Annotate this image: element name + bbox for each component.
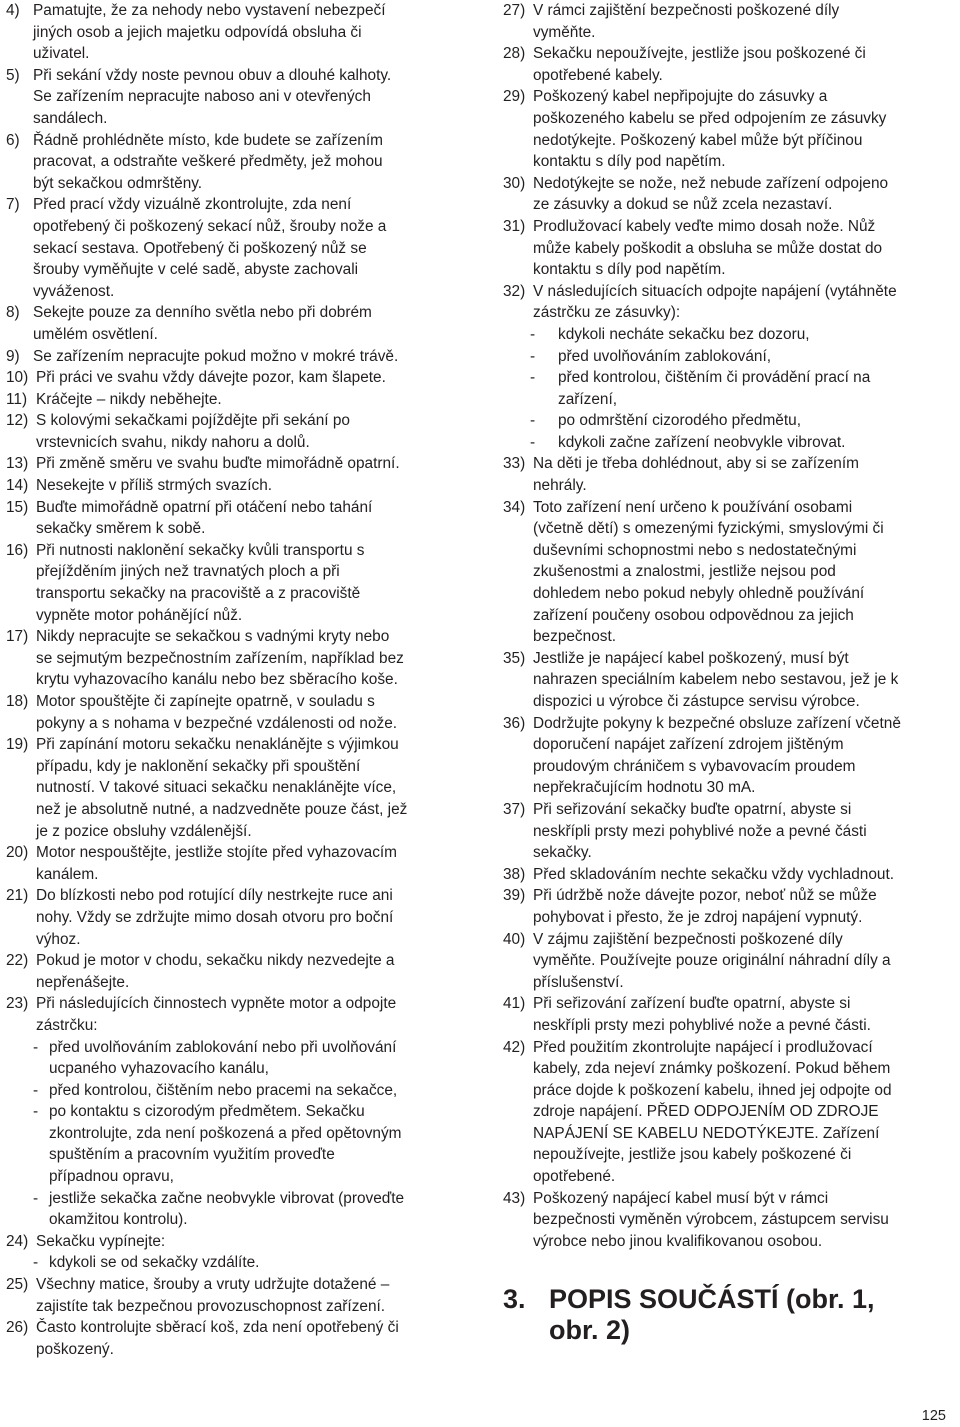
item-text-line: nepřenášejte. xyxy=(36,973,130,991)
section-title-line: obr. 2) xyxy=(549,1315,631,1345)
item-text-line: příslušenství. xyxy=(533,973,624,991)
item-text-line: nedotýkejte. Poškozený kabel může být příčinou xyxy=(533,131,863,149)
sub-item xyxy=(6,1101,458,1187)
right-column xyxy=(503,0,958,1252)
item-text-line: Jestliže je napájecí kabel poškozený, musí být xyxy=(533,649,849,667)
item-text-line: vypněte motor pohánějící nůž. xyxy=(36,606,243,624)
item-text-line: zdroje napájení. PŘED ODPOJENÍM OD ZDROJE xyxy=(533,1103,879,1121)
item-text-line: vrstevnicích svahu, nikdy nahoru a dolů. xyxy=(36,433,310,451)
item-text-line: (včetně dětí) s omezenými fyzickými, smyslovými či xyxy=(533,520,884,538)
item-text-line: jiných osob a jejich majetku odpovídá obsluha či xyxy=(33,23,362,41)
item-text-line: nahrazen speciálním kabelem nebo sestavou, jež je k xyxy=(533,671,899,689)
item-text-line: Při sekání vždy noste pevnou obuv a dlouhé kalhoty. xyxy=(33,66,392,84)
item-text-line: nepoužívejte, jestliže jsou kabely poškozené či xyxy=(533,1146,852,1164)
item-text-line: Se zařízením nepracujte naboso ani v otevřených xyxy=(33,88,371,106)
item-number: 11) xyxy=(6,390,28,408)
list-item xyxy=(6,194,458,302)
sub-item-text-line: před kontrolou, čištěním nebo pracemi na sekačce, xyxy=(49,1081,398,1099)
item-text-line: Často kontrolujte sběrací koš, zda není opotřebený či xyxy=(36,1319,399,1337)
item-text-line: případu, kdy je naklonění sekačky při spouštění xyxy=(36,757,361,775)
item-text-line: nohy. Vždy se zdržujte mimo dosah otvoru pro boční xyxy=(36,908,394,926)
list-item xyxy=(6,346,458,368)
item-text-line: sekačky směrem k sobě. xyxy=(36,520,206,538)
item-text-line: duševními schopnostmi nebo s nedostatečnými xyxy=(533,541,857,559)
item-number: 31) xyxy=(503,217,526,235)
item-text-line: vyměňte. xyxy=(533,23,596,41)
dash-bullet: - xyxy=(530,325,536,343)
list-item xyxy=(503,281,958,324)
item-text-line: sekačky. xyxy=(533,844,592,862)
dash-bullet: - xyxy=(530,433,536,451)
item-text-line: bezpečnosti vyměněn výrobcem, zástupcem servisu xyxy=(533,1211,889,1229)
item-number: 39) xyxy=(503,887,526,905)
item-number: 36) xyxy=(503,714,526,732)
item-text-line: než je absolutně nutné, a nadzvedněte pouze část, jež xyxy=(36,800,408,818)
left-column xyxy=(6,0,458,1360)
list-item xyxy=(503,929,958,994)
item-text-line: vyváženost. xyxy=(33,282,115,300)
item-number: 37) xyxy=(503,800,526,818)
section-number: 3. xyxy=(503,1284,526,1314)
item-text-line: doporučení napájet zařízení zdrojem jištěným xyxy=(533,736,844,754)
item-number: 15) xyxy=(6,498,29,516)
item-text-line: Před prací vždy vizuálně zkontrolujte, zda není xyxy=(33,196,352,214)
item-text-line: Při nutnosti naklonění sekačky kvůli transportu s xyxy=(36,541,365,559)
item-number: 14) xyxy=(6,477,29,495)
sub-item xyxy=(503,432,958,454)
sub-item xyxy=(6,1188,458,1231)
list-item xyxy=(503,648,958,713)
item-text-line: nepřekračujícím hodnotu 30 mA. xyxy=(533,779,756,797)
item-number: 33) xyxy=(503,455,526,473)
list-item xyxy=(503,0,958,43)
item-text-line: krytu vyhazovacího kanálu nebo bez sběracího koše. xyxy=(36,671,398,689)
item-text-line: Poškozený napájecí kabel musí být v rámci xyxy=(533,1189,829,1207)
list-item xyxy=(6,626,458,691)
item-text-line: dohledem nebo pokud nebyly ohledně používání xyxy=(533,585,865,603)
item-number: 18) xyxy=(6,693,29,710)
sub-item-text-line: po odmrštění cizorodého předmětu, xyxy=(558,412,801,430)
list-item xyxy=(6,993,458,1036)
item-text-line: Při následujících činnostech vypněte motor a odpojte xyxy=(36,995,397,1013)
item-text-line: Toto zařízení není určeno k používání osobami xyxy=(533,498,853,516)
item-text-line: zařízení poučeny osobou odpovědnou za jejich xyxy=(533,606,854,624)
item-number: 4) xyxy=(6,2,20,19)
item-text-line: výrobce nebo jinou kvalifikovanou osobou. xyxy=(533,1232,823,1250)
item-number: 42) xyxy=(503,1038,526,1056)
item-number: 19) xyxy=(6,736,29,754)
list-item xyxy=(503,216,958,281)
item-text-line: Před skladováním nechte sekačku vždy vychladnout. xyxy=(533,865,895,883)
item-number: 12) xyxy=(6,412,29,430)
item-text-line: V zájmu zajištění bezpečnosti poškozené díly xyxy=(533,930,843,948)
list-item xyxy=(6,885,458,950)
item-text-line: Při údržbě nože dávejte pozor, neboť nůž se může xyxy=(533,887,877,905)
item-text-line: kabely, zda nejeví známky poškození. Pokud během xyxy=(533,1060,891,1078)
sub-item-text-line: kdykoli se od sekačky vzdálíte. xyxy=(49,1254,260,1272)
sub-item xyxy=(6,1037,458,1080)
item-text-line: Pokud je motor v chodu, sekačku nikdy nezvedejte a xyxy=(36,952,395,970)
dash-bullet: - xyxy=(33,1081,39,1099)
item-number: 29) xyxy=(503,88,526,106)
list-item xyxy=(6,1274,458,1317)
item-text-line: Nikdy nepracujte se sekačkou s vadnými kryty nebo xyxy=(36,628,390,646)
item-text-line: pokyny a s nohama v bezpečné vzdálenosti od nože. xyxy=(36,714,398,732)
item-text-line: Motor nespouštějte, jestliže stojíte před vyhazovacím xyxy=(36,844,397,862)
list-item xyxy=(503,497,958,648)
list-item xyxy=(503,173,958,216)
item-number: 28) xyxy=(503,45,526,63)
list-item xyxy=(6,65,458,130)
item-number: 41) xyxy=(503,995,526,1013)
list-item xyxy=(6,453,458,475)
sub-item-text-line: kdykoli začne zařízení neobvykle vibrovat. xyxy=(558,433,846,451)
item-text-line: zástrčku ze zásuvky): xyxy=(533,304,681,322)
dash-bullet: - xyxy=(530,369,536,387)
item-number: 17) xyxy=(6,628,29,646)
item-text-line: nehrály. xyxy=(533,477,587,495)
item-number: 22) xyxy=(6,952,29,970)
item-text-line: zkušenostmi a znalostmi, jestliže nejsou pod xyxy=(533,563,836,581)
list-item xyxy=(503,993,958,1036)
item-text-line: Na děti je třeba dohlédnout, aby si se zařízením xyxy=(533,455,859,473)
page-number: 125 xyxy=(921,1408,946,1424)
item-text-line: opotřebené. xyxy=(533,1168,616,1186)
item-text-line: výhoz. xyxy=(36,930,81,948)
item-text-line: sekací sestava. Opotřebený či poškozený nůž se xyxy=(33,239,367,257)
item-text-line: může kabely poškodit a obsluha se může dostat do xyxy=(533,239,883,257)
item-text-line: V rámci zajištění bezpečnosti poškozené díly xyxy=(533,2,840,19)
item-text-line: Sekačku nepoužívejte, jestliže jsou poškozené či xyxy=(533,45,866,63)
item-number: 20) xyxy=(6,844,29,862)
list-item xyxy=(503,453,958,496)
item-text-line: práce dojde k poškození kabelu, ihned jej odpojte od xyxy=(533,1081,892,1099)
item-text-line: Se zařízením nepracujte pokud možno v mokré trávě. xyxy=(33,347,399,365)
sub-item-text-line: případnou opravu, xyxy=(49,1168,174,1186)
item-number: 6) xyxy=(6,131,20,149)
item-text-line: poškozený. xyxy=(36,1340,114,1358)
list-item xyxy=(503,864,958,886)
list-item xyxy=(6,130,458,195)
sub-item xyxy=(503,324,958,346)
list-item xyxy=(6,389,458,411)
item-text-line: Sekačku vypínejte: xyxy=(36,1232,166,1250)
item-text-line: opotřebené kabely. xyxy=(533,66,663,84)
item-text-line: kontaktu s díly pod napětím. xyxy=(533,153,726,171)
item-text-line: S kolovými sekačkami pojíždějte při sekání po xyxy=(36,412,350,430)
item-text-line: zástrčku: xyxy=(36,1016,98,1034)
item-text-line: nutností. V takové situaci sekačku nenaklánějte více, xyxy=(36,779,397,797)
item-text-line: Všechny matice, šrouby a vruty udržujte dotažené – xyxy=(36,1276,390,1294)
item-text-line: přejížděním jiných než travnatých ploch a při xyxy=(36,563,340,581)
sub-item-text-line: před uvolňováním zablokování, xyxy=(558,347,772,365)
item-number: 7) xyxy=(6,196,20,214)
item-text-line: Při změně směru ve svahu buďte mimořádně opatrní. xyxy=(36,455,400,473)
list-item xyxy=(6,950,458,993)
list-item xyxy=(6,734,458,842)
item-number: 25) xyxy=(6,1276,29,1294)
item-number: 5) xyxy=(6,66,20,84)
list-item xyxy=(503,713,958,799)
item-text-line: Při práci ve svahu vždy dávejte pozor, kam šlapete. xyxy=(36,369,386,387)
list-item xyxy=(503,1037,958,1188)
sub-item-text-line: před kontrolou, čištěním či provádění prací na xyxy=(558,369,871,387)
item-text-line: Nesekejte v příliš strmých svazích. xyxy=(36,477,273,495)
dash-bullet: - xyxy=(530,412,536,430)
item-text-line: Pamatujte, že za nehody nebo vystavení nebezpečí xyxy=(33,2,386,19)
item-number: 27) xyxy=(503,2,526,19)
item-text-line: Buďte mimořádně opatrní při otáčení nebo tahání xyxy=(36,498,373,516)
item-text-line: Prodlužovací kabely veďte mimo dosah nože. Nůž xyxy=(533,217,876,235)
item-text-line: pracovat, a odstraňte veškeré předměty, jež mohou xyxy=(33,153,383,171)
sub-item-text-line: před uvolňováním zablokování nebo při uvolňování xyxy=(49,1038,397,1056)
item-number: 13) xyxy=(6,455,29,473)
item-text-line: Sekejte pouze za denního světla nebo při dobrém xyxy=(33,304,372,322)
item-text-line: transportu sekačky na pracoviště a z pracoviště xyxy=(36,585,361,603)
item-text-line: šrouby vyměňujte v celé sadě, abyste zachovali xyxy=(33,261,359,279)
item-text-line: Motor spouštějte či zapínejte opatrně, v souladu s xyxy=(36,693,375,710)
item-text-line: neskřípli prsty mezi pohyblivé nože a pevné části xyxy=(533,822,867,840)
dash-bullet: - xyxy=(530,347,536,365)
item-text-line: sandálech. xyxy=(33,109,108,127)
sub-item-text-line: kdykoli necháte sekačku bez dozoru, xyxy=(558,325,810,343)
item-text-line: kanálem. xyxy=(36,865,99,883)
sub-item-text-line: zkontrolujte, zda není poškozená a před opětovným xyxy=(49,1124,402,1142)
dash-bullet: - xyxy=(33,1038,39,1056)
item-text-line: opotřebený či poškozený sekací nůž, šrouby nože a xyxy=(33,217,387,235)
dash-bullet: - xyxy=(33,1254,39,1272)
item-number: 23) xyxy=(6,995,29,1013)
item-text-line: uživatel. xyxy=(33,45,90,63)
item-number: 8) xyxy=(6,304,20,322)
dash-bullet: - xyxy=(33,1189,39,1207)
list-item xyxy=(6,497,458,540)
item-text-line: Kráčejte – nikdy neběhejte. xyxy=(36,390,222,408)
sub-item-text-line: spuštěním a pracovním využitím proveďte xyxy=(49,1146,335,1164)
item-text-line: vyměňte. Používejte pouze originální náhradní díly a xyxy=(533,952,891,970)
sub-item xyxy=(503,367,958,410)
item-text-line: zajistíte tak bezpečnou provozuschopnost zařízení. xyxy=(36,1297,386,1315)
item-text-line: V následujících situacích odpojte napájení (vytáhněte xyxy=(533,282,897,300)
item-number: 43) xyxy=(503,1189,526,1207)
section-heading xyxy=(503,1284,943,1346)
item-text-line: Do blízkosti nebo pod rotující díly nestrkejte ruce ani xyxy=(36,887,393,905)
sub-item xyxy=(6,1080,458,1102)
list-item xyxy=(6,842,458,885)
item-text-line: ze zásuvky a dokud se nůž zcela nezastaví. xyxy=(533,196,833,214)
list-item xyxy=(503,1188,958,1253)
sub-item-text-line: zařízení, xyxy=(558,390,618,408)
list-item xyxy=(503,885,958,928)
dash-bullet: - xyxy=(33,1103,39,1121)
sub-item-text-line: okamžitou kontrolu). xyxy=(49,1211,188,1229)
item-number: 16) xyxy=(6,541,29,559)
sub-item-text-line: ucpaného vyhazovacího kanálu, xyxy=(49,1060,269,1078)
list-item xyxy=(6,302,458,345)
item-text-line: kontaktu s díly pod napětím. xyxy=(533,261,726,279)
item-number: 30) xyxy=(503,174,526,192)
list-item xyxy=(503,43,958,86)
list-item xyxy=(6,1317,458,1360)
item-number: 35) xyxy=(503,649,526,667)
list-item xyxy=(503,799,958,864)
sub-item-text-line: jestliže sekačka začne neobvykle vibrovat (proveďte xyxy=(49,1189,405,1207)
item-number: 21) xyxy=(6,887,29,905)
item-number: 26) xyxy=(6,1319,29,1337)
section-title-line: POPIS SOUČÁSTÍ (obr. 1, xyxy=(549,1284,875,1314)
item-text-line: Poškozený kabel nepřipojujte do zásuvky a xyxy=(533,88,828,106)
item-number: 10) xyxy=(6,369,29,387)
item-text-line: se sejmutým bezpečnostním zařízením, například bez xyxy=(36,649,404,667)
item-text-line: bezpečnost. xyxy=(533,628,616,646)
item-number: 40) xyxy=(503,930,526,948)
item-number: 9) xyxy=(6,347,20,365)
item-text-line: dispozici u výrobce či zástupce servisu výrobce. xyxy=(533,693,860,710)
item-text-line: Nedotýkejte se nože, než nebude zařízení odpojeno xyxy=(533,174,889,192)
item-text-line: proudovým chráničem s vybavovacím proudem xyxy=(533,757,856,775)
item-text-line: Při zapínání motoru sekačku nenaklánějte s výjimkou xyxy=(36,736,399,754)
sub-item xyxy=(503,346,958,368)
item-text-line: neskřípli prsty mezi pohyblivé nože a pevné části. xyxy=(533,1016,871,1034)
item-number: 34) xyxy=(503,498,526,516)
item-text-line: Před použitím zkontrolujte napájecí i prodlužovací xyxy=(533,1038,873,1056)
sub-item xyxy=(503,410,958,432)
item-text-line: Dodržujte pokyny k bezpečné obsluze zařízení včetně xyxy=(533,714,901,732)
item-text-line: poškozeného kabelu se před odpojením ze zásuvky xyxy=(533,109,887,127)
list-item xyxy=(6,691,458,734)
item-text-line: pohybovat i přesto, že je zdroj napájení vypnutý. xyxy=(533,908,863,926)
list-item xyxy=(503,86,958,172)
list-item xyxy=(6,367,458,389)
list-item xyxy=(6,540,458,626)
list-item xyxy=(6,1231,458,1253)
sub-item-text-line: po kontaktu s cizorodým předmětem. Sekačku xyxy=(49,1103,365,1121)
item-text-line: být sekačkou odmrštěny. xyxy=(33,174,203,192)
item-number: 24) xyxy=(6,1232,29,1250)
list-item xyxy=(6,475,458,497)
item-text-line: NAPÁJENÍ SE KABELU NEDOTÝKEJTE. Zařízení xyxy=(533,1124,880,1142)
list-item xyxy=(6,0,458,65)
sub-item xyxy=(6,1252,458,1274)
item-number: 38) xyxy=(503,865,526,883)
item-number: 32) xyxy=(503,282,526,300)
item-text-line: je z pozice obsluhy vzdálenější. xyxy=(36,822,252,840)
item-text-line: Řádně prohlédněte místo, kde budete se zařízením xyxy=(33,131,383,149)
item-text-line: Při seřizování sekačky buďte opatrní, abyste si xyxy=(533,800,852,818)
item-text-line: Při seřizování zařízení buďte opatrní, abyste si xyxy=(533,995,851,1013)
item-text-line: umělém osvětlení. xyxy=(33,325,158,343)
list-item xyxy=(6,410,458,453)
